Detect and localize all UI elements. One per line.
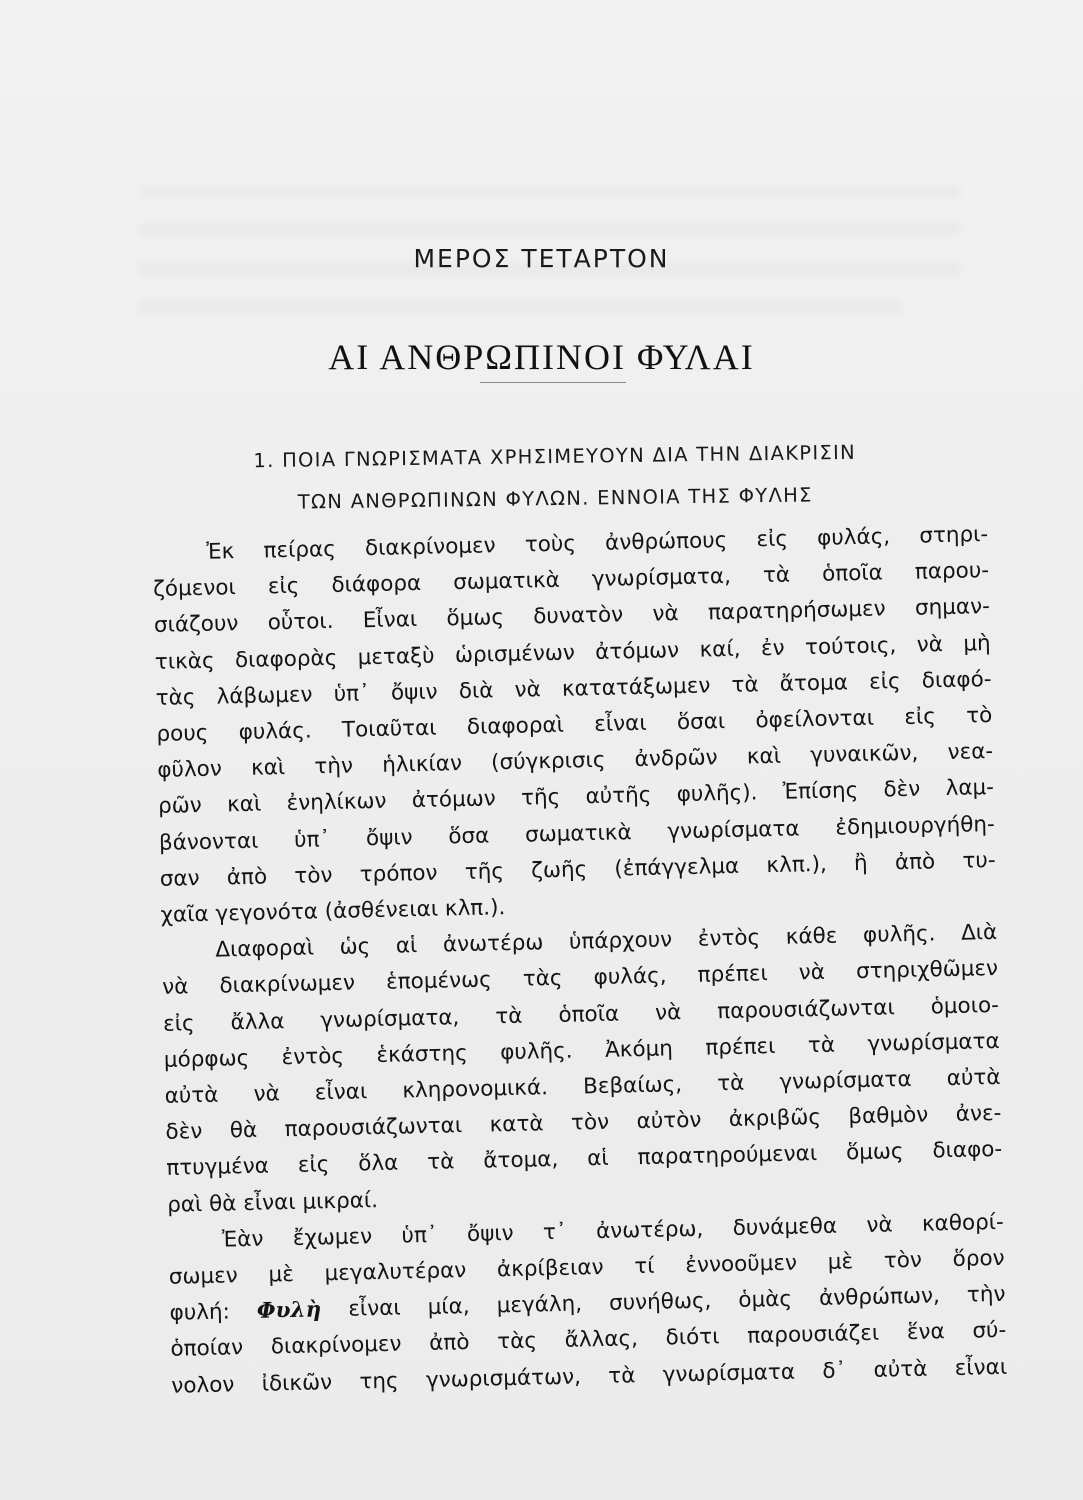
text-line: πτυγμένα εἰς ὅλα τὰ ἄτομα, αἱ παρατηρούμεναι ὅμως διαφο- — [166, 1137, 1003, 1182]
text-line: ρους φυλάς. Τοιαῦται διαφοραὶ εἶναι ὅσαι ὀφείλονται εἰς τὸ — [156, 703, 993, 747]
text-line: Διαφοραὶ ὡς αἱ ἀνωτέρω ὑπάρχουν ἐντὸς κάθε φυλῆς. Διὰ — [215, 920, 998, 963]
chapter-title: ΑΙ ΑΝΘΡΩΠΙΝΟΙ ΦΥΛΑΙ — [328, 337, 755, 377]
text-line: νὰ διακρίνωμεν ἑπομένως τὰς φυλάς, πρέπει νὰ στηριχθῶμεν — [161, 956, 999, 1001]
part-title: ΜΕΡΟΣ ΤΕΤΑΡΤΟΝ — [413, 244, 670, 273]
text-line: χαῖα γεγονότα (ἀσθένειαι κλπ.). — [160, 895, 506, 928]
text-fragment: εἶναι μία, μεγάλη, συνήθως, ὁμὰς ἀνθρώπων, τὴν — [348, 1282, 1006, 1323]
show-through-mark — [140, 300, 900, 314]
text-line: Ἐκ πείρας διακρίνομεν τοὺς ἀνθρώπους εἰς φυλάς, στηρι- — [206, 522, 989, 565]
defined-term: Φυλὴ — [256, 1297, 322, 1325]
text-line: δὲν θὰ παρουσιάζωνται κατὰ τὸν αὐτὸν ἀκριβῶς βαθμὸν ἀνε- — [165, 1101, 1002, 1146]
text-line: μόρφως ἐντὸς ἑκάστης φυλῆς. Ἀκόμη πρέπει τὰ γνωρίσματα — [163, 1028, 1000, 1073]
text-line: ζόμενοι εἰς διάφορα σωματικὰ γνωρίσματα, τὰ ὁποῖα παρου- — [152, 558, 990, 603]
title-divider — [480, 382, 626, 383]
text-line: νολον ἰδικῶν της γνωρισμάτων, τὰ γνωρίσματα δ᾽ αὐτὰ εἶναι — [171, 1354, 1008, 1399]
text-line: Ἐὰν ἔχωμεν ὑπ᾽ ὄψιν τ᾽ ἀνωτέρω, δυνάμεθα νὰ καθορί- — [221, 1209, 1005, 1253]
body-text — [152, 517, 1007, 1405]
text-line: τὰς λάβωμεν ὑπ᾽ ὄψιν διὰ νὰ κατατάξωμεν τὰ ἄτομα εἰς διαφό- — [155, 666, 992, 711]
show-through-mark — [140, 185, 960, 199]
text-line: φῦλον καὶ τὴν ἡλικίαν (σύγκρισις ἀνδρῶν καὶ γυναικῶν, νεα- — [157, 739, 994, 784]
text-line: εἰς ἄλλα γνωρίσματα, τὰ ὁποῖα νὰ παρουσιάζωνται ὁμοιο- — [162, 992, 1000, 1037]
section-heading-line: ΤΩΝ ΑΝΘΡΩΠΙΝΩΝ ΦΥΛΩΝ. ΕΝΝΟΙΑ ΤΗΣ ΦΥΛΗΣ — [297, 483, 813, 514]
text-line: αὐτὰ νὰ εἶναι κληρονομικά. Βεβαίως, τὰ γνωρίσματα αὐτὰ — [164, 1064, 1001, 1109]
text-fragment: φυλή: — [169, 1299, 231, 1327]
text-line: σιάζουν οὗτοι. Εἶναι ὅμως δυνατὸν νὰ παρατηρήσωμεν σημαν- — [153, 594, 991, 639]
text-line: ὁποίαν διακρίνομεν ἀπὸ τὰς ἄλλας, διότι παρουσιάζει ἕνα σύ- — [170, 1318, 1007, 1363]
text-line: βάνονται ὑπ᾽ ὄψιν ὅσα σωματικὰ γνωρίσματα ἐδημιουργήθη- — [158, 811, 996, 856]
show-through-mark — [140, 222, 960, 236]
section-heading — [149, 430, 960, 525]
section-heading-line: 1. ΠΟΙΑ ΓΝΩΡΙΣΜΑΤΑ ΧΡΗΣΙΜΕΥΟΥΝ ΔΙΑ ΤΗΝ ΔΙΑΚΡΙΣΙΝ — [253, 440, 857, 473]
text-line: σωμεν μὲ μεγαλυτέραν ἀκρίβειαν τί ἐννοοῦμεν μὲ τὸν ὅρον — [168, 1245, 1005, 1290]
text-line: ρῶν καὶ ἐνηλίκων ἀτόμων τῆς αὐτῆς φυλῆς). Ἐπίσης δὲν λαμ- — [157, 775, 995, 820]
text-line: ραὶ θὰ εἶναι μικραί. — [166, 1187, 379, 1218]
text-line: τικὰς διαφορὰς μεταξὺ ὡρισμένων ἀτόμων καί, ἐν τούτοις, νὰ μὴ — [154, 630, 991, 675]
text-line: σαν ἀπὸ τὸν τρόπον τῆς ζωῆς (ἐπάγγελμα κλπ.), ἢ ἀπὸ τυ- — [159, 847, 996, 892]
